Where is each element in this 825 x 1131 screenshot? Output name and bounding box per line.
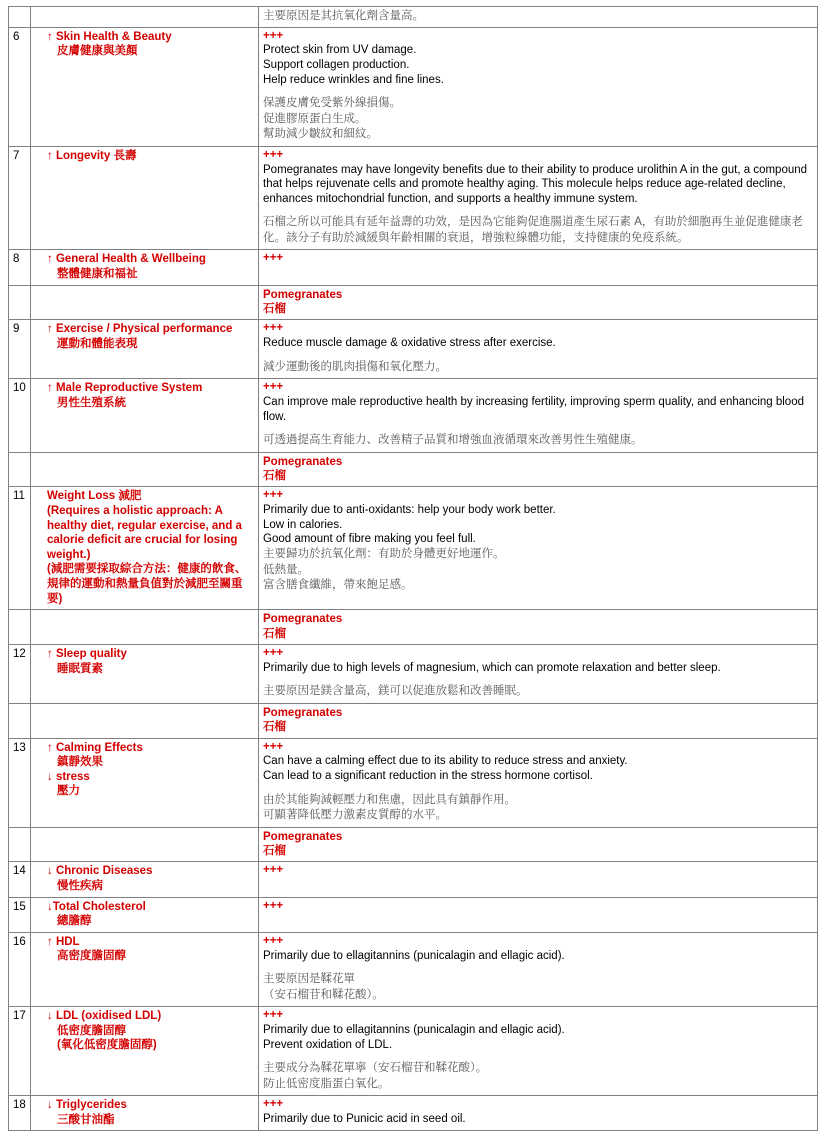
table-row: [9, 738, 818, 827]
item-label-en-secondary: ↓ stress: [47, 770, 90, 783]
item-label-en: ↓ LDL (oxidised LDL): [47, 1010, 162, 1023]
description-en-line: Primarily due to high levels of magnesium, which can promote relaxation and better sleep.: [263, 661, 721, 674]
description-zh-line: 主要原因是鞣花單: [263, 973, 355, 986]
item-label-zh: 三酸甘油酯: [57, 1113, 115, 1126]
row-item: [31, 644, 259, 703]
item-label-zh: 整體健康和福祉: [57, 267, 138, 280]
description-zh-line: 可透過提高生育能力、改善精子品質和增強血液循環來改善男性生殖健康。: [263, 434, 643, 447]
rating-plus: +++: [263, 489, 284, 502]
pomegranates-label-zh: 石榴: [263, 470, 286, 483]
description-en-line: Low in calories.: [263, 518, 343, 531]
item-label-en: ↑ Male Reproductive System: [47, 382, 203, 395]
row-description: [259, 644, 818, 703]
table-row: [9, 862, 818, 897]
item-label-en: ↑ Calming Effects: [47, 741, 143, 754]
item-label-zh: 鎮靜效果: [57, 756, 103, 769]
description-zh-line: 石榴之所以可能具有延年益壽的功效，是因為它能夠促進腸道產生尿石素 A，有助於細胞再生並促進健康老化。該分子有助於減緩與年齡相關的衰退，增強粒線體功能，支持健康的免疫系統。: [263, 216, 803, 244]
row-number: 15: [9, 897, 31, 932]
table-row: [9, 610, 818, 645]
description-zh-line: 主要成分為鞣花單寧（安石榴苷和鞣花酸）。: [263, 1062, 488, 1075]
row-item: [31, 487, 259, 610]
pomegranates-label-zh: 石榴: [263, 721, 286, 734]
item-label-en: ↑ Sleep quality: [47, 647, 127, 660]
description-zh-line: （安石榴苷和鞣花酸）。: [263, 988, 384, 1001]
row-description: [259, 27, 818, 146]
table-row: [9, 452, 818, 487]
table-row: [9, 644, 818, 703]
description-en-line: Protect skin from UV damage.: [263, 44, 417, 57]
rating-plus: +++: [263, 1009, 284, 1022]
row-description: [259, 862, 818, 897]
item-label-zh: 總膽醇: [57, 915, 92, 928]
item-label-zh: 慢性疾病: [57, 879, 103, 892]
item-label-zh: 低密度膽固醇: [57, 1024, 126, 1037]
description-en-line: Primarily due to ellagitannins (punicalagin and ellagic acid).: [263, 949, 565, 962]
row-number: 17: [9, 1007, 31, 1096]
description-en-line: Can lead to a significant reduction in the stress hormone cortisol.: [263, 769, 593, 782]
description-en-line: Good amount of fibre making you feel full.: [263, 533, 476, 546]
description-zh-line: 低熱量。: [263, 563, 309, 576]
benefits-table: [8, 6, 818, 1131]
pomegranates-label-zh: 石榴: [263, 302, 286, 315]
row-item: [31, 827, 259, 862]
row-description: [259, 379, 818, 453]
item-label-en: ↑ Skin Health & Beauty: [47, 30, 172, 43]
description-zh-line: 促進膠原蛋白生成。: [263, 112, 367, 125]
spacer: [263, 87, 813, 96]
row-number: 9: [9, 320, 31, 379]
pomegranates-label-zh: 石榴: [263, 844, 286, 857]
item-label-en: ↓ Triglycerides: [47, 1099, 127, 1112]
table-row: [9, 703, 818, 738]
description-en-line: Support collagen production.: [263, 58, 410, 71]
row-number: 6: [9, 27, 31, 146]
table-row: [9, 932, 818, 1006]
pomegranates-label-en: Pomegranates: [263, 830, 343, 843]
description-en-line: Primarily due to anti-oxidants: help your body work better.: [263, 504, 556, 517]
item-label-en: ↑ HDL: [47, 935, 80, 948]
row-number: 16: [9, 932, 31, 1006]
item-label-zh: 睡眠質素: [57, 662, 103, 675]
row-description: [259, 7, 818, 28]
description-zh-line: 保護皮膚免受紫外線損傷。: [263, 97, 401, 110]
table-row: [9, 146, 818, 250]
description-en-line: Reduce muscle damage & oxidative stress after exercise.: [263, 337, 556, 350]
row-description: [259, 487, 818, 610]
row-description: [259, 827, 818, 862]
row-item: [31, 7, 259, 28]
row-number: [9, 285, 31, 320]
description-zh-line: 主要原因是鎂含量高，鎂可以促進放鬆和改善睡眠。: [263, 685, 528, 698]
row-description: [259, 703, 818, 738]
row-description: [259, 897, 818, 932]
description-en-line: Can have a calming effect due to its ability to reduce stress and anxiety.: [263, 755, 628, 768]
description-en-line: Help reduce wrinkles and fine lines.: [263, 73, 444, 86]
spacer: [263, 1052, 813, 1061]
item-label-zh: 高密度膽固醇: [57, 950, 126, 963]
row-item: [31, 146, 259, 250]
spacer: [263, 784, 813, 793]
row-description: [259, 146, 818, 250]
table-row: [9, 1096, 818, 1131]
spacer: [263, 675, 813, 684]
description-en-line: Pomegranates may have longevity benefits due to their ability to produce urolithin A in the gut, a compound that helps rejuvenate cells and promote healthy aging. This molecule helps reduce age-related decline, enhances mitochondrial function, and supports a healthy immune system.: [263, 163, 808, 205]
description-en-line: Can improve male reproductive health by increasing fertility, improving sperm quality, and enhancing blood flow.: [263, 395, 804, 423]
pomegranates-label-en: Pomegranates: [263, 455, 343, 468]
row-item: [31, 285, 259, 320]
description-zh-line: 可顯著降低壓力激素皮質醇的水平。: [263, 809, 447, 822]
row-item: [31, 27, 259, 146]
rating-plus: +++: [263, 934, 284, 947]
rating-plus: +++: [263, 29, 284, 42]
row-item: [31, 897, 259, 932]
row-item: [31, 610, 259, 645]
rating-plus: +++: [263, 322, 284, 335]
row-description: [259, 285, 818, 320]
table-row: [9, 250, 818, 285]
row-item: [31, 862, 259, 897]
pomegranates-label-zh: 石榴: [263, 627, 286, 640]
item-note-zh: (減肥需要採取綜合方法：健康的飲食、規律的運動和熱量負值對於減肥至關重要): [47, 563, 247, 605]
table-row: [9, 7, 818, 28]
description-zh-line: 幫助減少皺紋和細紋。: [263, 128, 378, 141]
rating-plus: +++: [263, 252, 284, 265]
spacer: [263, 351, 813, 360]
spacer: [263, 206, 813, 215]
item-label-zh-secondary: (氧化低密度膽固醇): [57, 1039, 157, 1052]
row-item: [31, 452, 259, 487]
spacer: [263, 963, 813, 972]
rating-plus: +++: [263, 740, 284, 753]
table-row: [9, 827, 818, 862]
row-description: [259, 1007, 818, 1096]
item-label-zh: 運動和體能表現: [57, 337, 138, 350]
row-description: [259, 452, 818, 487]
rating-plus: +++: [263, 1098, 284, 1111]
row-item: [31, 250, 259, 285]
row-number: [9, 610, 31, 645]
row-item: [31, 320, 259, 379]
description-en-line: Prevent oxidation of LDL.: [263, 1038, 393, 1051]
item-label-zh: 男性生殖系統: [57, 396, 126, 409]
row-number: [9, 452, 31, 487]
row-item: [31, 1007, 259, 1096]
row-number: 10: [9, 379, 31, 453]
pomegranates-label-en: Pomegranates: [263, 706, 343, 719]
row-description: [259, 738, 818, 827]
table-row: [9, 285, 818, 320]
description-zh: 主要原因是其抗氧化劑含量高。: [263, 10, 424, 22]
description-en-line: Primarily due to Punicic acid in seed oil.: [263, 1112, 466, 1125]
row-description: [259, 320, 818, 379]
item-label-en: ↑ Longevity 長壽: [47, 149, 137, 162]
row-number: 12: [9, 644, 31, 703]
table-row: [9, 1007, 818, 1096]
row-number: 13: [9, 738, 31, 827]
description-en-line: Primarily due to ellagitannins (punicalagin and ellagic acid).: [263, 1023, 565, 1036]
rating-plus: +++: [263, 646, 284, 659]
row-description: [259, 250, 818, 285]
row-item: [31, 379, 259, 453]
table-row: [9, 897, 818, 932]
row-number: [9, 703, 31, 738]
row-number: 18: [9, 1096, 31, 1131]
row-number: [9, 7, 31, 28]
pomegranates-label-en: Pomegranates: [263, 613, 343, 626]
table-row: [9, 487, 818, 610]
row-number: 7: [9, 146, 31, 250]
table-row: [9, 320, 818, 379]
rating-plus: +++: [263, 864, 284, 877]
description-zh-line: 富含膳食纖維，帶來飽足感。: [263, 579, 413, 592]
spacer: [263, 424, 813, 433]
item-label-en: ↑ General Health & Wellbeing: [47, 253, 206, 266]
table-row: [9, 27, 818, 146]
table-row: [9, 379, 818, 453]
description-zh-line: 由於其能夠減輕壓力和焦慮，因此具有鎮靜作用。: [263, 793, 516, 806]
item-label-zh: 皮膚健康與美顏: [57, 45, 138, 58]
item-label-en: Weight Loss 減肥: [47, 490, 142, 503]
row-description: [259, 1096, 818, 1131]
item-note-en: (Requires a holistic approach: A healthy diet, regular exercise, and a calorie deficit are crucial for losing weight.): [47, 505, 242, 561]
pomegranates-label-en: Pomegranates: [263, 288, 343, 301]
row-number: 14: [9, 862, 31, 897]
description-zh-line: 減少運動後的肌肉損傷和氧化壓力。: [263, 360, 447, 373]
item-label-zh-secondary: 壓力: [57, 785, 80, 798]
item-label-en: ↑ Exercise / Physical performance: [47, 323, 233, 336]
row-description: [259, 610, 818, 645]
row-item: [31, 738, 259, 827]
row-number: [9, 827, 31, 862]
row-description: [259, 932, 818, 1006]
description-zh-line: 主要歸功於抗氧化劑：有助於身體更好地運作。: [263, 548, 505, 560]
row-item: [31, 703, 259, 738]
rating-plus: +++: [263, 381, 284, 394]
item-label-en: ↓Total Cholesterol: [47, 900, 146, 913]
rating-plus: +++: [263, 148, 284, 161]
row-item: [31, 1096, 259, 1131]
description-zh-line: 防止低密度脂蛋白氧化。: [263, 1077, 390, 1090]
row-number: 8: [9, 250, 31, 285]
row-item: [31, 932, 259, 1006]
item-label-en: ↓ Chronic Diseases: [47, 865, 153, 878]
rating-plus: +++: [263, 899, 284, 912]
row-number: 11: [9, 487, 31, 610]
